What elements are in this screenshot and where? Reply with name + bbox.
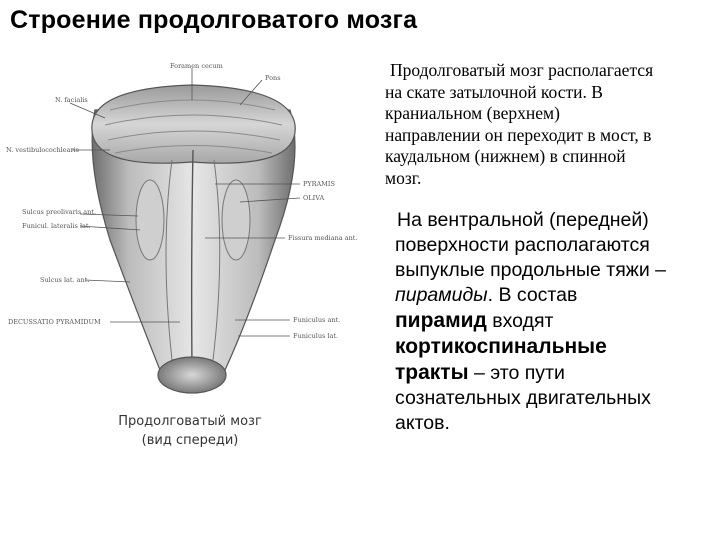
text1-line-5: каудальном (нижнем) в спинной xyxy=(385,146,626,166)
text1-line-1: Продолговатый мозг располагается xyxy=(390,60,654,80)
label-n-vestibulocochlearis: N. vestibulocochlearis xyxy=(6,146,79,154)
text2-line-9: актов. xyxy=(395,412,450,434)
label-funiculus-lateralis: Funicul. lateralis lat. xyxy=(22,222,91,230)
text2-line-5-rest: входят xyxy=(486,310,554,332)
label-decussatio-pyramidum: DECUSSATIO PYRAMIDUM xyxy=(8,318,101,326)
label-n-facialis: N. facialis xyxy=(55,96,88,104)
location-paragraph xyxy=(385,60,715,189)
label-fissura-mediana: Fissura mediana ant. xyxy=(288,234,358,242)
label-oliva: OLIVA xyxy=(303,194,325,202)
label-pons: Pons xyxy=(265,74,281,82)
label-sulcus-lat-ant: Sulcus lat. ant. xyxy=(40,276,90,284)
text2-line-8: сознательных двигательных xyxy=(395,387,651,409)
caption-line-2: (вид спереди) xyxy=(141,433,239,448)
medulla-figure xyxy=(0,50,380,460)
term-pyramids-italic: пирамиды xyxy=(395,284,488,306)
text1-line-3: краниальном (верхнем) xyxy=(385,103,560,123)
label-foramen-cecum: Foramen cecum xyxy=(170,62,223,70)
text2-line-4 xyxy=(380,283,720,308)
text2-line-4-rest: . В состав xyxy=(487,284,578,306)
text2-line-3: выпуклые продольные тяжи – xyxy=(395,259,666,281)
text2-line-7 xyxy=(380,360,720,386)
label-sulcus-preolivaris: Sulcus preolivaris ant. xyxy=(22,208,97,216)
pyramids-paragraph xyxy=(380,208,720,436)
text2-line-7-rest: – это пути xyxy=(468,362,565,384)
text2-line-2: поверхности располагаются xyxy=(395,234,650,256)
text2-line-6 xyxy=(380,334,720,360)
text2-line-5 xyxy=(380,308,720,334)
medulla-illustration xyxy=(0,50,380,460)
text1-line-2: на скате затылочной кости. В xyxy=(385,81,603,102)
term-pyramids-bold: пирамид xyxy=(395,309,487,332)
term-corticospinal: кортикоспинальные xyxy=(395,335,607,358)
slide-title: Строение продолговатого мозга xyxy=(10,6,418,34)
figure-caption xyxy=(110,412,270,450)
text1-line-6: мозг. xyxy=(385,167,422,188)
term-tracts: тракты xyxy=(395,361,469,384)
label-pyramis: PYRAMIS xyxy=(303,180,335,188)
caption-line-1: Продолговатый мозг xyxy=(118,414,262,429)
text2-line-1: На вентральной (передней) xyxy=(397,209,649,231)
label-funiculus-lat: Funiculus lat. xyxy=(293,332,339,340)
label-funiculus-ant: Funiculus ant. xyxy=(293,316,341,324)
text1-line-4: направлении он переходит в мост, в xyxy=(385,124,652,145)
